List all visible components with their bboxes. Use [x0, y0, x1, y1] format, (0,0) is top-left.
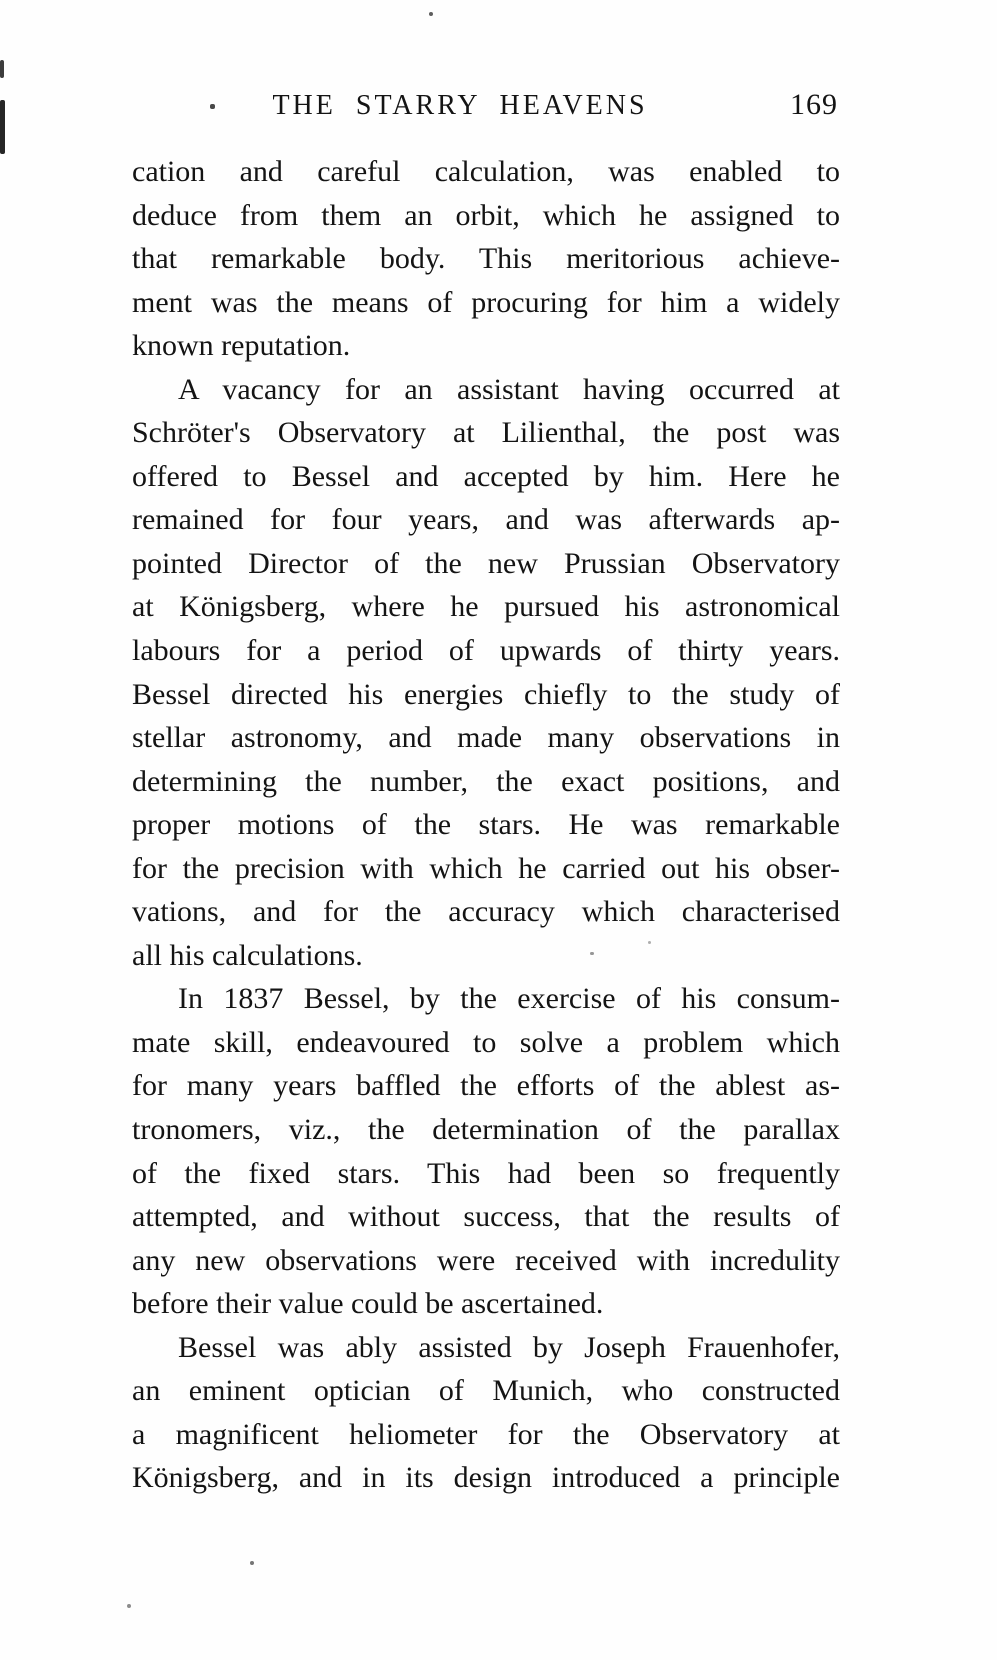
text-line: Schröter's Observatory at Lilienthal, the post was [132, 416, 840, 450]
text-line: that remarkable body. This meritorious achieve- [132, 242, 840, 276]
text-line: tronomers, viz., the determination of the parallax [132, 1113, 840, 1147]
text-line: stellar astronomy, and made many observations in [132, 721, 840, 755]
paragraph [132, 368, 840, 978]
text-line: pointed Director of the new Prussian Observatory [132, 546, 840, 580]
text-line: labours for a period of upwards of thirty years. [132, 634, 840, 668]
ink-speck [127, 1604, 131, 1608]
ink-speck [0, 100, 5, 154]
text-line: In 1837 Bessel, by the exercise of his consum- [178, 982, 840, 1016]
text-line: known reputation. [132, 329, 351, 363]
text-line: remained for four years, and was afterwards ap- [132, 503, 840, 537]
text-line: any new observations were received with incredulity [132, 1243, 840, 1277]
text-line: attempted, and without success, that the results of [132, 1200, 840, 1234]
ink-speck [648, 941, 651, 944]
text-line: mate skill, endeavoured to solve a problem which [132, 1025, 840, 1059]
text-line: at Königsberg, where he pursued his astronomical [132, 590, 840, 624]
text-line: vations, and for the accuracy which characterised [132, 895, 840, 929]
ink-speck [429, 12, 433, 16]
ink-speck [210, 104, 215, 109]
text-line: Königsberg, and in its design introduced a principle [132, 1461, 840, 1495]
text-line: deduce from them an orbit, which he assigned to [132, 198, 840, 232]
paragraph [132, 977, 840, 1325]
text-line: cation and careful calculation, was enabled to [132, 155, 840, 188]
ink-speck [0, 60, 4, 78]
text-line: for the precision with which he carried out his obser- [132, 851, 840, 885]
text-line: Bessel was ably assisted by Joseph Frauenhofer, [178, 1330, 840, 1364]
ink-speck [250, 1561, 254, 1565]
text-line: all his calculations. [132, 938, 363, 972]
running-head [132, 90, 840, 124]
text-line: an eminent optician of Munich, who constructed [132, 1374, 840, 1408]
text-line: for many years baffled the efforts of the ablest as- [132, 1069, 840, 1103]
page-number: 169 [790, 88, 838, 121]
text-line: ment was the means of procuring for him a widely [132, 285, 840, 319]
text-line: a magnificent heliometer for the Observatory at [132, 1417, 840, 1451]
running-head-title: THE STARRY HEAVENS [272, 90, 648, 121]
text-line: Bessel directed his energies chiefly to the study of [132, 677, 840, 711]
paragraph [132, 1326, 840, 1500]
text-line: before their value could be ascertained. [132, 1287, 604, 1321]
text-line: of the fixed stars. This had been so frequently [132, 1156, 840, 1190]
text-line: A vacancy for an assistant having occurred at [178, 372, 840, 406]
ink-speck [590, 952, 594, 955]
text-line: determining the number, the exact positions, and [132, 764, 840, 798]
page-body [132, 150, 840, 1500]
text-line: proper motions of the stars. He was remarkable [132, 808, 840, 842]
text-line: offered to Bessel and accepted by him. Here he [132, 459, 840, 493]
paragraph [132, 150, 840, 368]
